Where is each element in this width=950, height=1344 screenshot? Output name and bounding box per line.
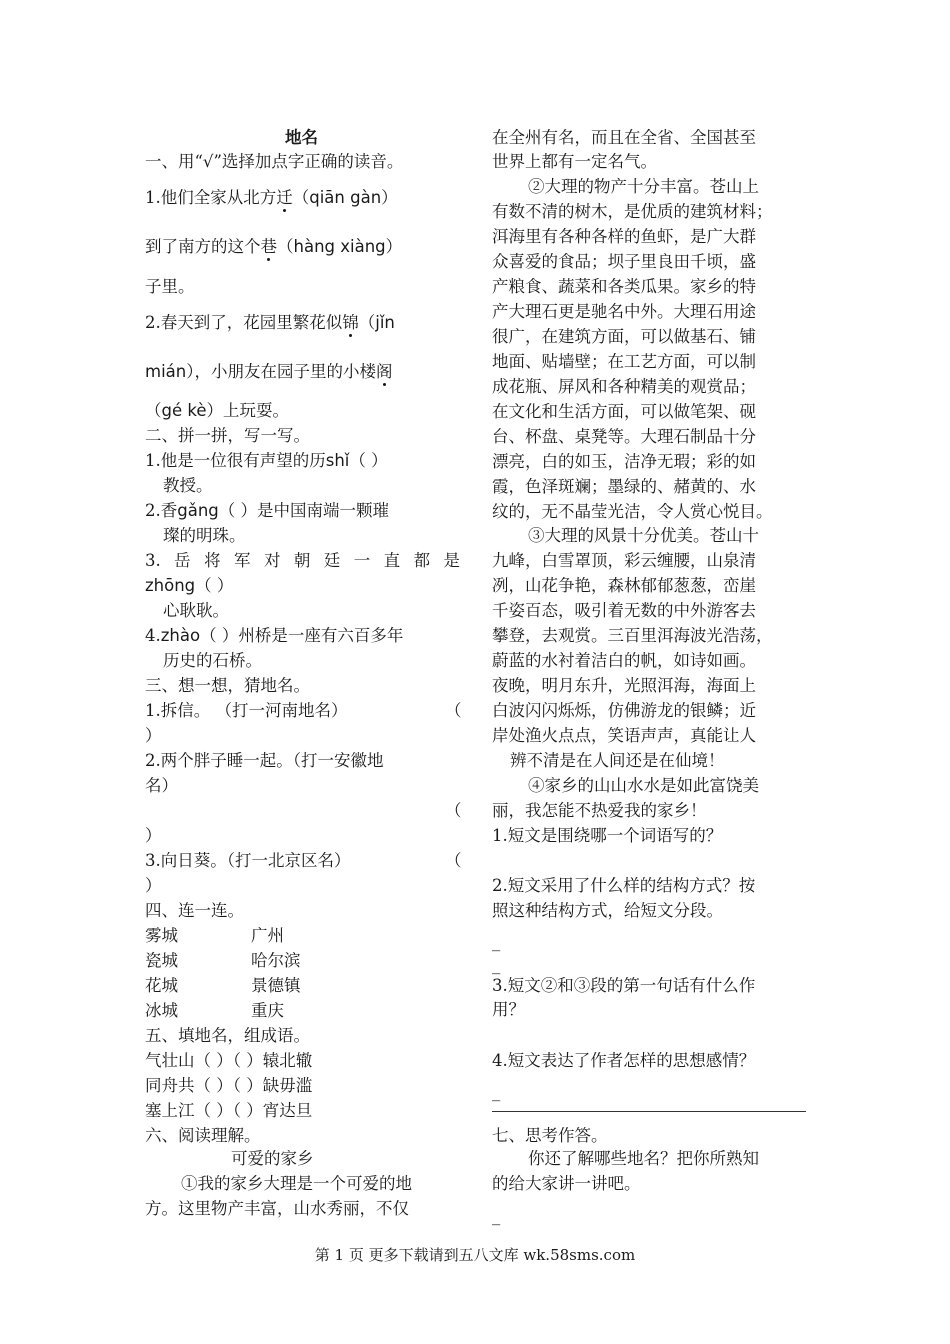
- s2-q3-pinyin: zhōng: [145, 576, 196, 595]
- s1-q1-options: （qiān gàn）: [292, 188, 398, 207]
- section-2-heading: 二、拼一拼，写一写。: [145, 426, 310, 445]
- s7-text-line1: 你还了解哪些地名？把你所熟知: [528, 1149, 759, 1168]
- passage-line: 辨不清是在人间还是在仙境！: [510, 751, 725, 770]
- section-7-heading: 七、思考作答。: [492, 1126, 608, 1145]
- s2-q1-line2: 教授。: [163, 476, 213, 495]
- s2-q2-line2: 璨的明珠。: [163, 526, 246, 545]
- passage-line: 九峰，白雪罩顶，彩云缠腰，山泉清: [492, 551, 756, 570]
- s2-q1: [145, 450, 388, 472]
- passage-line: 在文化和生活方面，可以做笔架、砚: [492, 402, 756, 421]
- passage-line: 方。这里物产丰富，山水秀丽，不仅: [145, 1199, 409, 1218]
- passage-line: ③大理的风景十分优美。苍山十: [528, 526, 759, 545]
- passage-line: 冽，山花争艳，森林郁郁葱葱，峦崖: [492, 576, 756, 595]
- section-5-heading: 五、填地名，组成语。: [145, 1026, 310, 1045]
- passage-line: 众喜爱的食品；坝子里良田千顷，盛: [492, 252, 756, 271]
- section-3-heading: 三、想一想，猜地名。: [145, 676, 310, 695]
- s1-q2-line1: [145, 312, 395, 334]
- match-row: [145, 975, 301, 997]
- s1-q1-line3: 子里。: [145, 277, 195, 296]
- s3-q3-paren-open: （: [445, 851, 462, 870]
- s1-q2-line2: [145, 361, 392, 383]
- section-6-heading: 六、阅读理解。: [145, 1126, 261, 1145]
- match-right-item: 重庆: [251, 1001, 284, 1020]
- s3-q1-paren-open: （: [445, 701, 462, 720]
- page-footer: 第 1 页 更多下载请到五八文库 wk.58sms.com: [314, 1246, 636, 1264]
- s2-q2-text: 2.香: [145, 501, 178, 520]
- match-left-item: 冰城: [145, 1001, 178, 1020]
- s2-q4-blank: （ ）州桥是一座有六百多年: [200, 626, 404, 645]
- s3-q1: 1.拆信。 （打一河南地名）: [145, 701, 348, 720]
- divider-line: [492, 1111, 806, 1112]
- passage-line: 霞，色泽斑斓；墨绿的、赭黄的、水: [492, 477, 756, 496]
- s1-q1-text: 1.他们全家从北方: [145, 188, 277, 207]
- passage-line: ②大理的物产十分丰富。苍山上: [528, 177, 759, 196]
- idiom-item: 同舟共（ ）（ ）缺毋滥: [145, 1076, 313, 1095]
- reading-question-2-line2: 照这种结构方式，给短文分段。: [492, 901, 723, 920]
- passage-line: 丽，我怎能不热爱我的家乡！: [492, 801, 707, 820]
- s2-q2-blank: （ ）是中国南端一颗璀: [218, 501, 390, 520]
- s1-q1-text2: 到了南方的这个: [145, 237, 261, 256]
- s1-q2-line3: （gé kè）上玩耍。: [145, 401, 289, 420]
- passage-line: 在全州有名，而且在全省、全国甚至: [492, 128, 756, 147]
- page-title: 地名: [285, 128, 318, 147]
- match-right-item: 广州: [251, 926, 284, 945]
- passage-line: 千姿百态，吸引着无数的中外游客去: [492, 601, 756, 620]
- s1-q1-line1: [145, 187, 398, 209]
- s2-q3-line1: 3.岳将军对朝廷一直都是: [145, 551, 460, 570]
- s1-q2-dotted-char: 锦: [342, 313, 359, 332]
- passage-line: 漂亮，白的如玉，洁净无瑕；彩的如: [492, 452, 756, 471]
- s2-q1-blank: （ ）: [349, 451, 388, 470]
- s2-q3-blank: （ ）: [195, 576, 234, 595]
- match-row: [145, 950, 301, 972]
- idiom-item: 气壮山（ ）（ ）辕北辙: [145, 1051, 313, 1070]
- passage-line: 很广，在建筑方面，可以做基石、铺: [492, 327, 756, 346]
- passage-line: 地面、贴墙壁；在工艺方面，可以制: [492, 352, 756, 371]
- s1-q1-dotted-char2: 巷: [260, 237, 277, 256]
- s7-text-line2: 的给大家讲一讲吧。: [492, 1174, 641, 1193]
- passage-line: ④家乡的山山水水是如此富饶美: [528, 776, 759, 795]
- s3-q2-line2: 名）: [145, 776, 178, 795]
- s3-q2: 2.两个胖子睡一起。（打一安徽地: [145, 751, 384, 770]
- passage-line: 成花瓶、屏风和各种精美的观赏品；: [492, 377, 756, 396]
- passage-line: ①我的家乡大理是一个可爱的地: [181, 1174, 412, 1193]
- passage-line: 蔚蓝的水衬着洁白的帆，如诗如画。: [492, 651, 756, 670]
- s1-q2-text2: mián），小朋友在园子里的小楼: [145, 362, 376, 381]
- match-right-item: 哈尔滨: [251, 951, 301, 970]
- passage-line: 产大理石更是驰名中外。大理石用途: [492, 302, 756, 321]
- section-4-heading: 四、连一连。: [145, 901, 244, 920]
- s2-q4-line2: 历史的石桥。: [163, 651, 262, 670]
- passage-line: 纹的，无不晶莹光洁，令人赏心悦目。: [492, 502, 773, 521]
- s1-q2-text: 2.春天到了，花园里繁花似: [145, 313, 343, 332]
- s2-q4: [145, 625, 403, 647]
- s3-q1-paren-close: ）: [145, 726, 162, 745]
- s3-q3: 3.向日葵。（打一北京区名）: [145, 851, 351, 870]
- match-left-item: 花城: [145, 976, 178, 995]
- s2-q3-line3: 心耿耿。: [163, 601, 229, 620]
- match-right-item: 景德镇: [251, 976, 301, 995]
- answer-blank: _: [492, 955, 501, 974]
- s2-q4-pinyin: zhào: [160, 626, 201, 645]
- passage-line: 白波闪闪烁烁，仿佛游龙的银鳞；近: [492, 701, 756, 720]
- s2-q1-pinyin: shǐ: [325, 451, 350, 470]
- s1-q1-dotted-char: 迁: [276, 188, 293, 207]
- passage-line: 有数不清的树木，是优质的建筑材料；: [492, 202, 773, 221]
- s2-q2-pinyin: gǎng: [177, 501, 219, 520]
- passage-line: 世界上都有一定名气。: [492, 152, 657, 171]
- reading-question-3-line2: 用？: [492, 1000, 525, 1019]
- passage-line: 台、杯盘、桌凳等。大理石制品十分: [492, 427, 756, 446]
- match-left-item: 雾城: [145, 926, 178, 945]
- reading-question-3: 3.短文②和③段的第一句话有什么作: [492, 976, 756, 995]
- s2-q1-text: 1.他是一位很有声望的历: [145, 451, 326, 470]
- s2-q4-text: 4.: [145, 626, 161, 645]
- passage-line: 攀登，去观赏。三百里洱海波光浩荡，: [492, 626, 773, 645]
- s1-q2-dotted-char2: 阁: [375, 362, 393, 381]
- passage-line: 产粮食、蔬菜和各类瓜果。家乡的特: [492, 277, 756, 296]
- s3-q3-paren-close: ）: [145, 876, 162, 895]
- answer-blank: _: [492, 1082, 501, 1101]
- match-left-item: 瓷城: [145, 951, 178, 970]
- reading-question-2: 2.短文采用了什么样的结构方式？按: [492, 876, 756, 895]
- s1-q1-line2: [145, 236, 402, 258]
- s3-q2-paren-open: （: [445, 801, 462, 820]
- s1-q2-options: （jǐn: [358, 313, 395, 332]
- reading-question-1: 1.短文是围绕哪一个词语写的？: [492, 826, 723, 845]
- idiom-item: 塞上江（ ）（ ）宵达旦: [145, 1101, 313, 1120]
- s3-q2-paren-close: ）: [145, 826, 162, 845]
- passage-title: 可爱的家乡: [231, 1149, 314, 1168]
- reading-question-4: 4.短文表达了作者怎样的思想感情？: [492, 1051, 756, 1070]
- answer-blank: _: [492, 1206, 501, 1225]
- passage-line: 洱海里有各种各样的鱼虾，是广大群: [492, 227, 756, 246]
- s2-q3-line2: [145, 575, 233, 597]
- section-1-heading: 一、用“√”选择加点字正确的读音。: [145, 152, 404, 171]
- passage-line: 夜晚，明月东升，光照洱海，海面上: [492, 676, 756, 695]
- match-row: [145, 925, 284, 947]
- s1-q1-options2: （hàng xiàng）: [277, 237, 403, 256]
- match-row: [145, 1000, 284, 1022]
- passage-line: 岸处渔火点点，笑语声声，真能让人: [492, 726, 756, 745]
- s2-q2: [145, 500, 389, 522]
- answer-blank: _: [492, 932, 501, 951]
